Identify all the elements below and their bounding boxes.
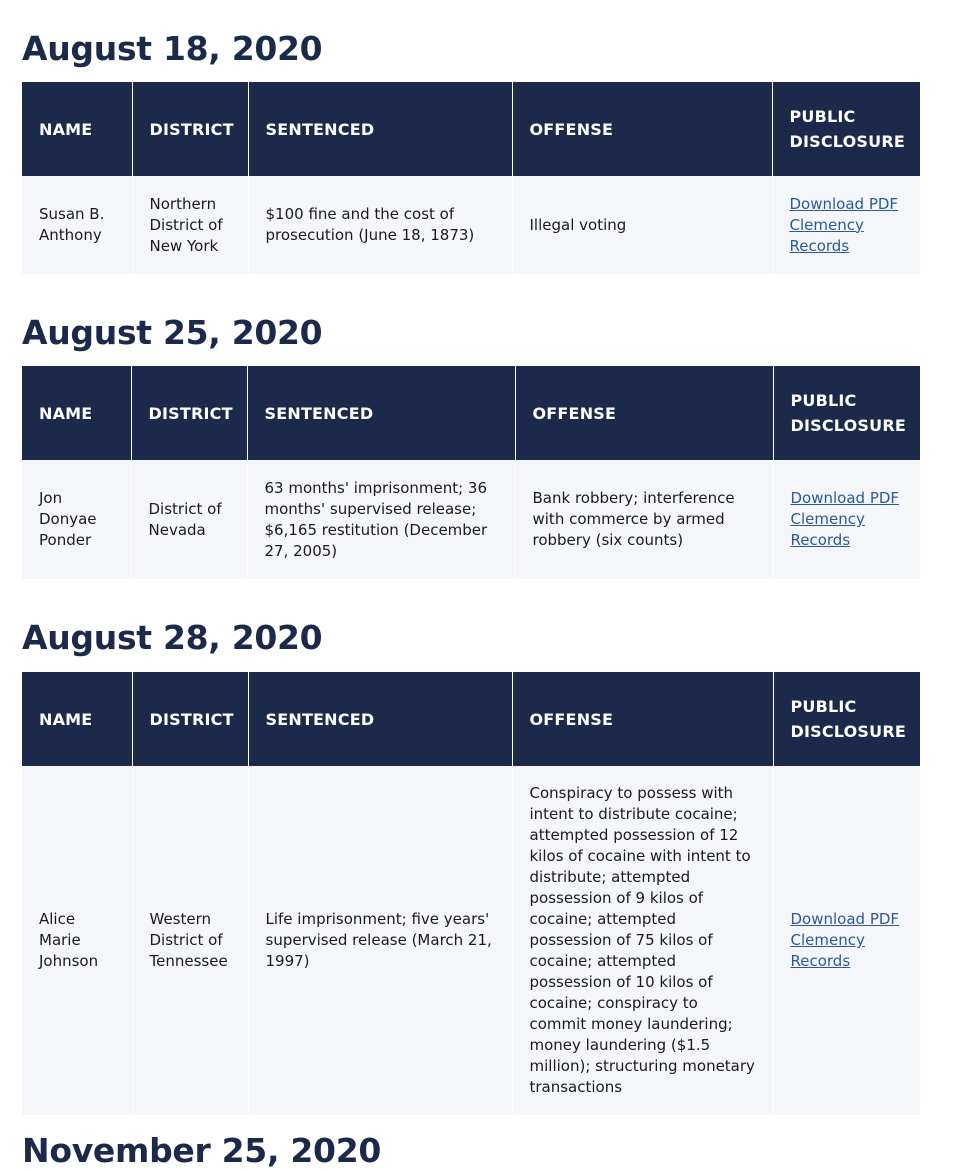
cell-district: Western District of Tennessee	[132, 766, 248, 1115]
column-header-offense: OFFENSE	[512, 82, 772, 176]
section-august-25	[22, 313, 920, 352]
section-date-heading: August 18, 2020	[22, 29, 323, 68]
cell-sentenced: 63 months' imprisonment; 36 months' supervised release; $6,165 restitution (December 27, 2005)	[247, 460, 515, 579]
section-date-heading: November 25, 2020	[22, 1131, 382, 1170]
cell-name: Alice Marie Johnson	[22, 766, 132, 1115]
table-header-row	[22, 82, 920, 176]
cell-offense: Bank robbery; interference with commerce by armed robbery (six counts)	[515, 460, 773, 579]
section-august-18	[22, 29, 920, 68]
column-header-name: NAME	[22, 672, 132, 766]
clemency-table	[22, 82, 920, 274]
column-header-name: NAME	[22, 82, 132, 176]
section-date-heading: August 28, 2020	[22, 618, 323, 657]
cell-district: Northern District of New York	[132, 176, 248, 274]
column-header-district: DISTRICT	[131, 366, 247, 460]
table-header-row	[22, 672, 920, 766]
column-header-sentenced: SENTENCED	[248, 672, 512, 766]
cell-offense: Conspiracy to possess with intent to distribute cocaine; attempted possession of 12 kilos of cocaine with intent to distribute; attempted possession of 9 kilos of cocaine; attempted possession of 75 kilos of cocaine; attempted possession of 10 kilos of cocaine; conspiracy to commit money laundering; money laundering ($1.5 million); structuring monetary transactions	[512, 766, 773, 1115]
cell-district: District of Nevada	[131, 460, 247, 579]
table-row	[22, 176, 920, 274]
section-date-heading: August 25, 2020	[22, 313, 323, 352]
table-header-row	[22, 366, 920, 460]
cell-disclosure	[773, 460, 920, 579]
clemency-table	[22, 672, 920, 1115]
cell-name: Jon Donyae Ponder	[22, 460, 131, 579]
table-row	[22, 460, 920, 579]
column-header-disclosure: PUBLIC DISCLOSURE	[773, 366, 920, 460]
section-november-25	[22, 1131, 920, 1170]
download-pdf-link[interactable]: Download PDF Clemency Records	[790, 910, 900, 970]
cell-sentenced: Life imprisonment; five years' supervised release (March 21, 1997)	[248, 766, 512, 1115]
column-header-name: NAME	[22, 366, 131, 460]
column-header-sentenced: SENTENCED	[248, 82, 512, 176]
column-header-district: DISTRICT	[132, 672, 248, 766]
section-august-28	[22, 618, 920, 657]
cell-name: Susan B. Anthony	[22, 176, 132, 274]
table-row	[22, 766, 920, 1115]
cell-disclosure	[773, 766, 920, 1115]
cell-offense: Illegal voting	[512, 176, 772, 274]
column-header-offense: OFFENSE	[512, 672, 773, 766]
column-header-district: DISTRICT	[132, 82, 248, 176]
clemency-table	[22, 366, 920, 579]
download-pdf-link[interactable]: Download PDF Clemency Records	[789, 194, 899, 255]
column-header-disclosure: PUBLIC DISCLOSURE	[773, 672, 920, 766]
column-header-sentenced: SENTENCED	[247, 366, 515, 460]
column-header-disclosure: PUBLIC DISCLOSURE	[772, 82, 920, 176]
cell-sentenced: $100 fine and the cost of prosecution (June 18, 1873)	[248, 176, 512, 274]
download-pdf-link[interactable]: Download PDF Clemency Records	[790, 489, 900, 549]
column-header-offense: OFFENSE	[515, 366, 773, 460]
cell-disclosure	[772, 176, 920, 274]
